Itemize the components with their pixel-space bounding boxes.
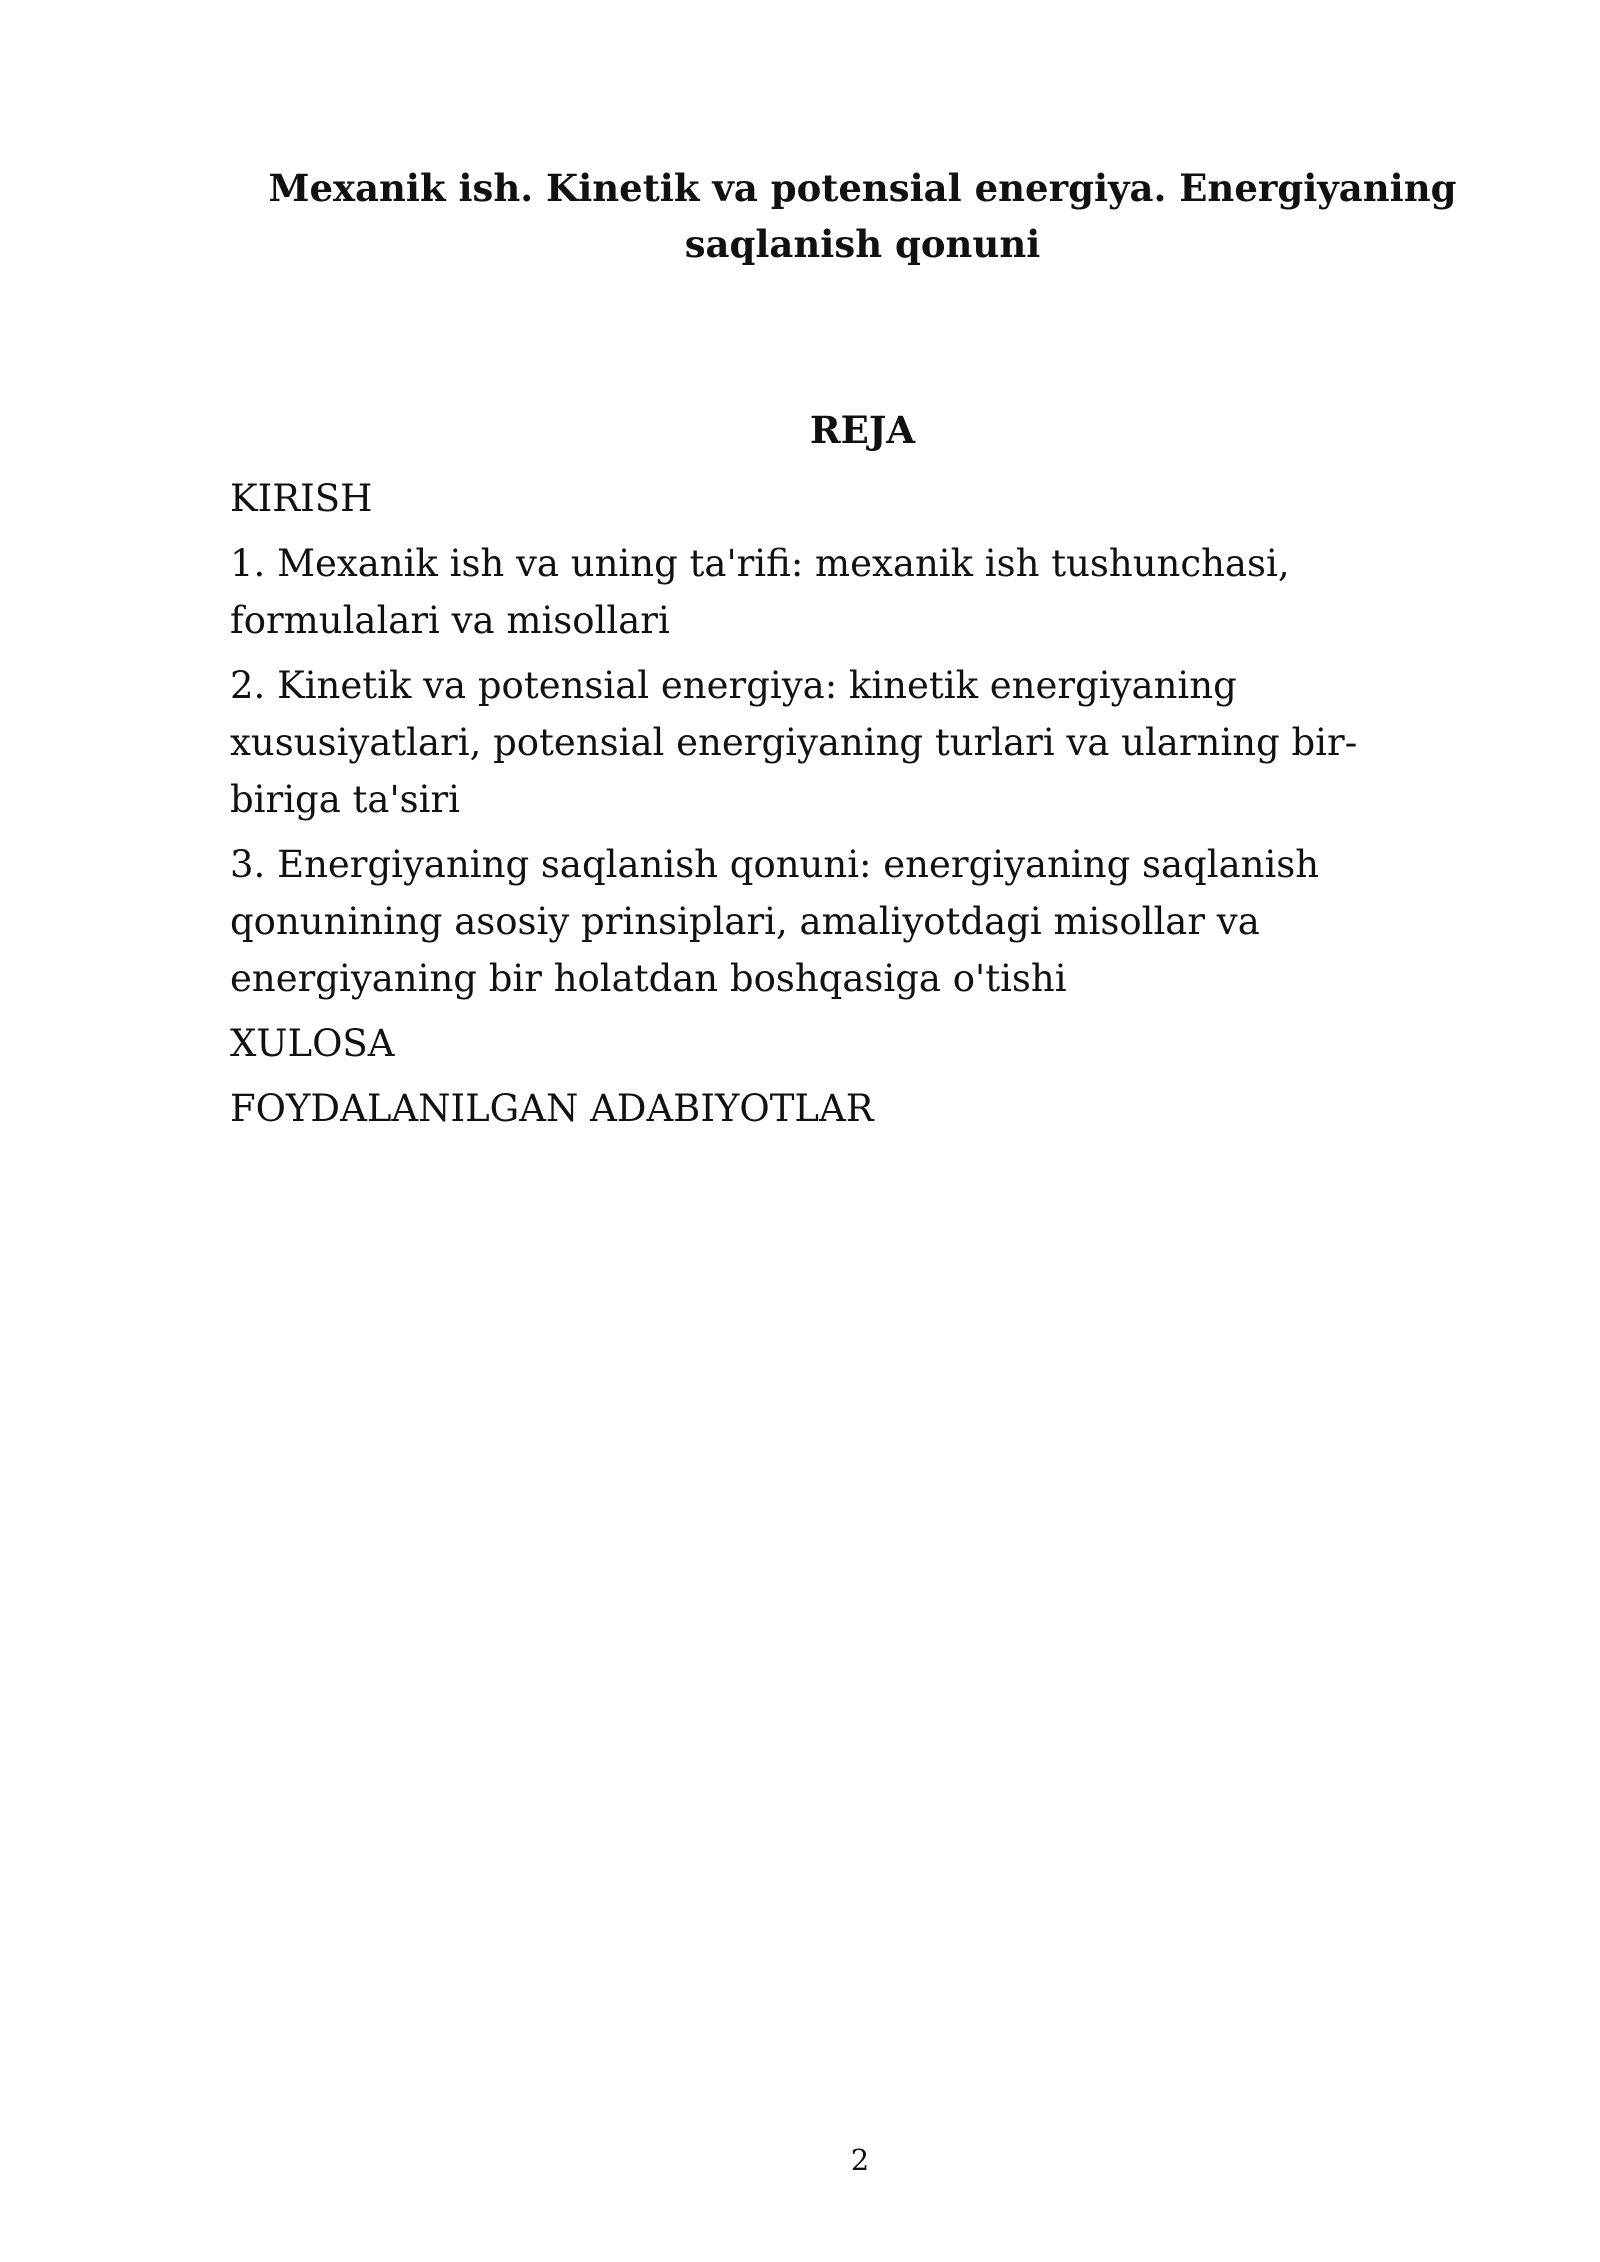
plan-item-conclusion: XULOSA bbox=[230, 1022, 395, 1065]
plan-item-introduction: KIRISH bbox=[230, 477, 373, 520]
plan-item-section-1: 1. Mexanik ish va uning ta'rifi: mexanik ish tushunchasi, formulalari va misollari bbox=[230, 542, 1290, 642]
plan-item-section-3: 3. Energiyaning saqlanish qonuni: energiyaning saqlanish qonunining asosiy prinsiplari, amaliyotdagi misollar va energiyaning bir holatdan boshqasiga o'tishi bbox=[230, 843, 1320, 1000]
plan-item-section-2: 2. Kinetik va potensial energiya: kinetik energiyaning xususiyatlari, potensial energiyaning turlari va ularning bir-biriga ta'siri bbox=[230, 664, 1358, 821]
plan-list bbox=[230, 470, 1410, 1145]
plan-heading: REJA bbox=[809, 408, 916, 452]
page-number: 2 bbox=[850, 2143, 870, 2177]
document-title: Mexanik ish. Kinetik va potensial energiya. Energiyaning saqlanish qonuni bbox=[268, 166, 1457, 266]
plan-item-references: FOYDALANILGAN ADABIYOTLAR bbox=[230, 1087, 874, 1130]
